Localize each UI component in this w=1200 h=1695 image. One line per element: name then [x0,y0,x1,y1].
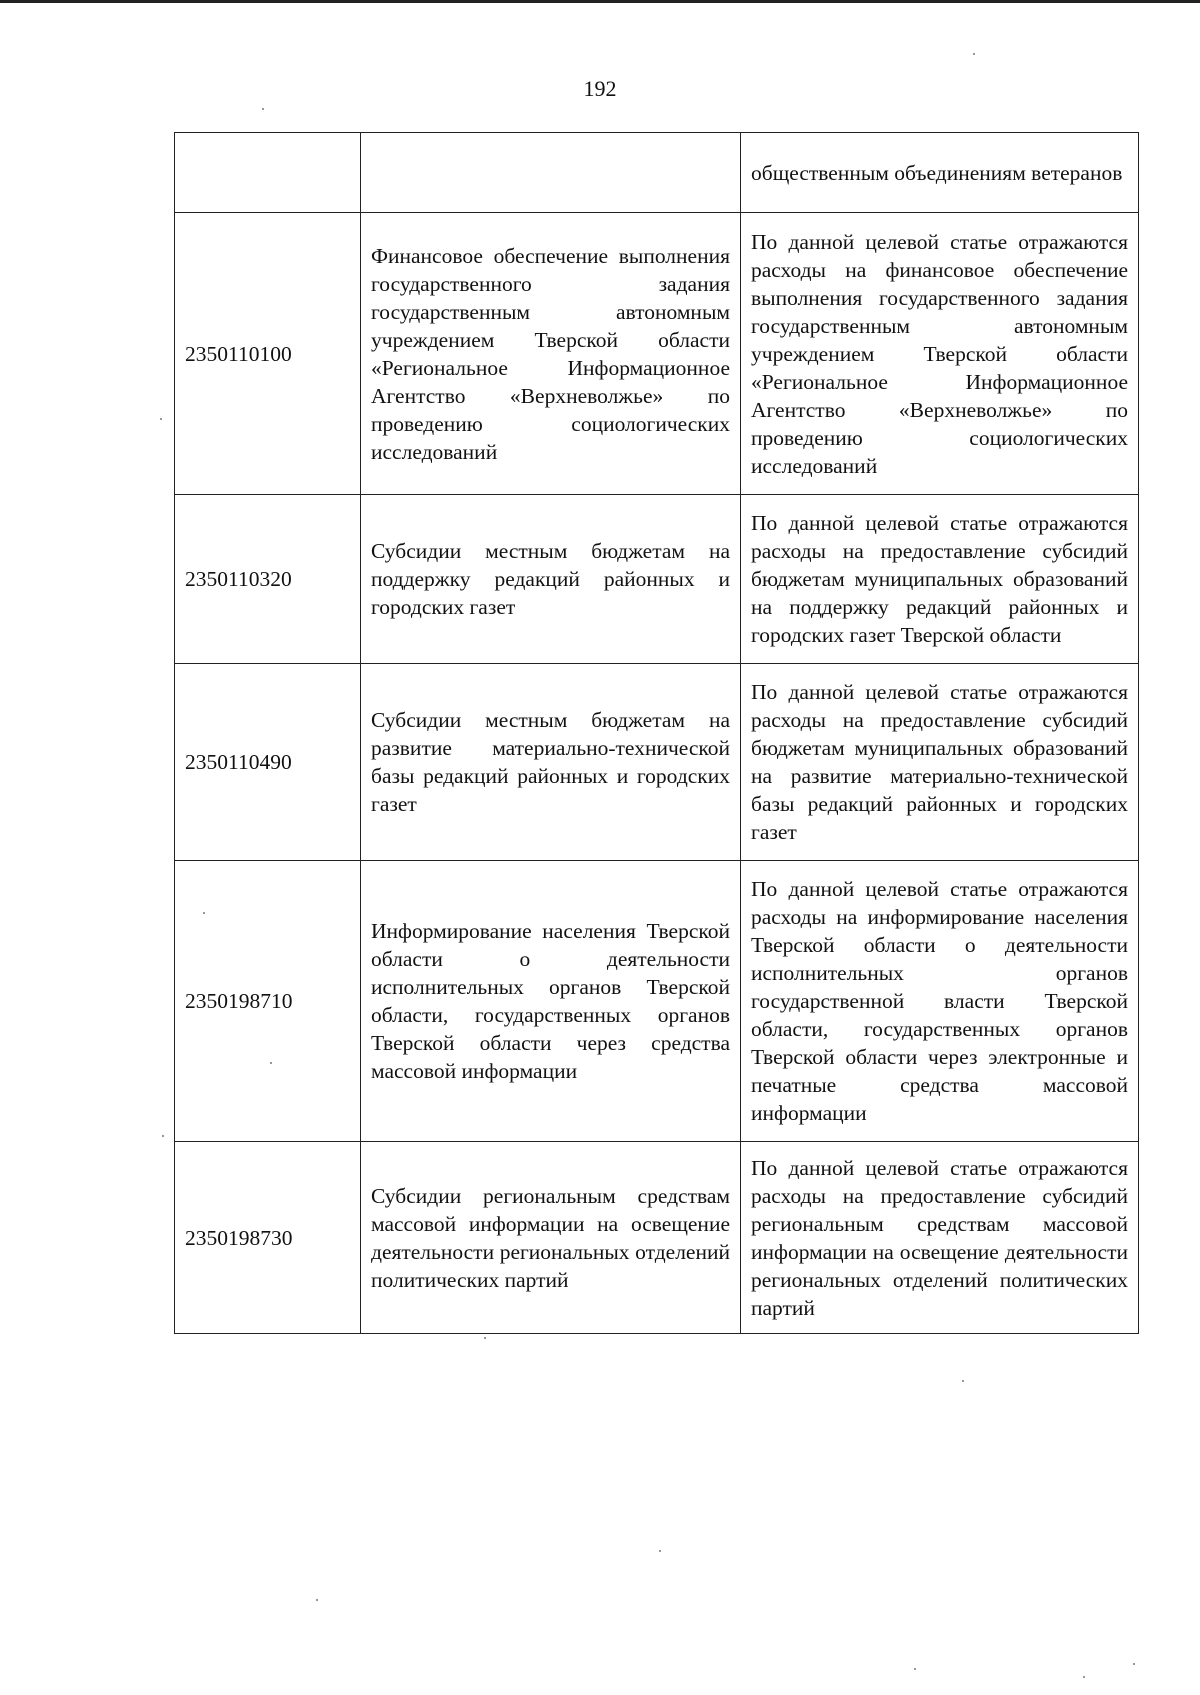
scan-speck [162,1135,164,1137]
page-top-rule [0,0,1200,3]
row-code: 2350110100 [175,213,361,495]
row-code: 2350110320 [175,495,361,664]
table-row [175,495,1139,664]
table-row [175,133,1139,213]
row-name: Информирование населения Тверской области о деятельности исполнительных органов Тверской области, государственных органов Тверской области через средства массовой информации [361,861,741,1142]
scan-speck [659,1550,661,1552]
table-row [175,861,1139,1142]
scan-speck [262,108,264,110]
row-description: По данной целевой статье отражаются расходы на информирование населения Тверской области о деятельности исполнительных органов государственной власти Тверской области, государственных органов Тверской области через электронные и печатные средства массовой информации [741,861,1139,1142]
table-row [175,1142,1139,1334]
scan-speck [962,1380,964,1382]
row-code: 2350198710 [175,861,361,1142]
table-row [175,213,1139,495]
scan-speck [973,53,975,55]
row-name [361,133,741,213]
row-name: Субсидии местным бюджетам на поддержку редакций районных и городских газет [361,495,741,664]
row-code: 2350110490 [175,664,361,861]
scan-speck [484,1337,486,1339]
row-name: Субсидии местным бюджетам на развитие материально-технической базы редакций районных и городских газет [361,664,741,861]
row-name: Финансовое обеспечение выполнения государственного задания государственным автономным учреждением Тверской области «Региональное Информационное Агентство «Верхневолжье» по проведению социологических исследований [361,213,741,495]
row-description: По данной целевой статье отражаются расходы на предоставление субсидий бюджетам муниципальных образований на поддержку редакций районных и городских газет Тверской области [741,495,1139,664]
row-description: По данной целевой статье отражаются расходы на предоставление субсидий региональным средствам массовой информации на освещение деятельности региональных отделений политических партий [741,1142,1139,1334]
row-name: Субсидии региональным средствам массовой информации на освещение деятельности региональных отделений политических партий [361,1142,741,1334]
budget-classification-table [174,132,1139,1334]
row-description: общественным объединениям ветеранов [741,133,1139,213]
row-description: По данной целевой статье отражаются расходы на предоставление субсидий бюджетам муниципальных образований на развитие материально-технической базы редакций районных и городских газет [741,664,1139,861]
row-code [175,133,361,213]
scan-speck [914,1668,916,1670]
scan-speck [160,418,162,420]
scan-speck [203,912,205,914]
row-code: 2350198730 [175,1142,361,1334]
scan-speck [1133,1663,1135,1665]
table-row [175,664,1139,861]
page-number: 192 [583,76,617,101]
scan-speck [270,1062,272,1064]
scan-speck [1083,1676,1085,1678]
row-description: По данной целевой статье отражаются расходы на финансовое обеспечение выполнения государственного задания государственным автономным учреждением Тверской области «Региональное Информационное Агентство «Верхневолжье» по проведению социологических исследований [741,213,1139,495]
scan-speck [316,1599,318,1601]
